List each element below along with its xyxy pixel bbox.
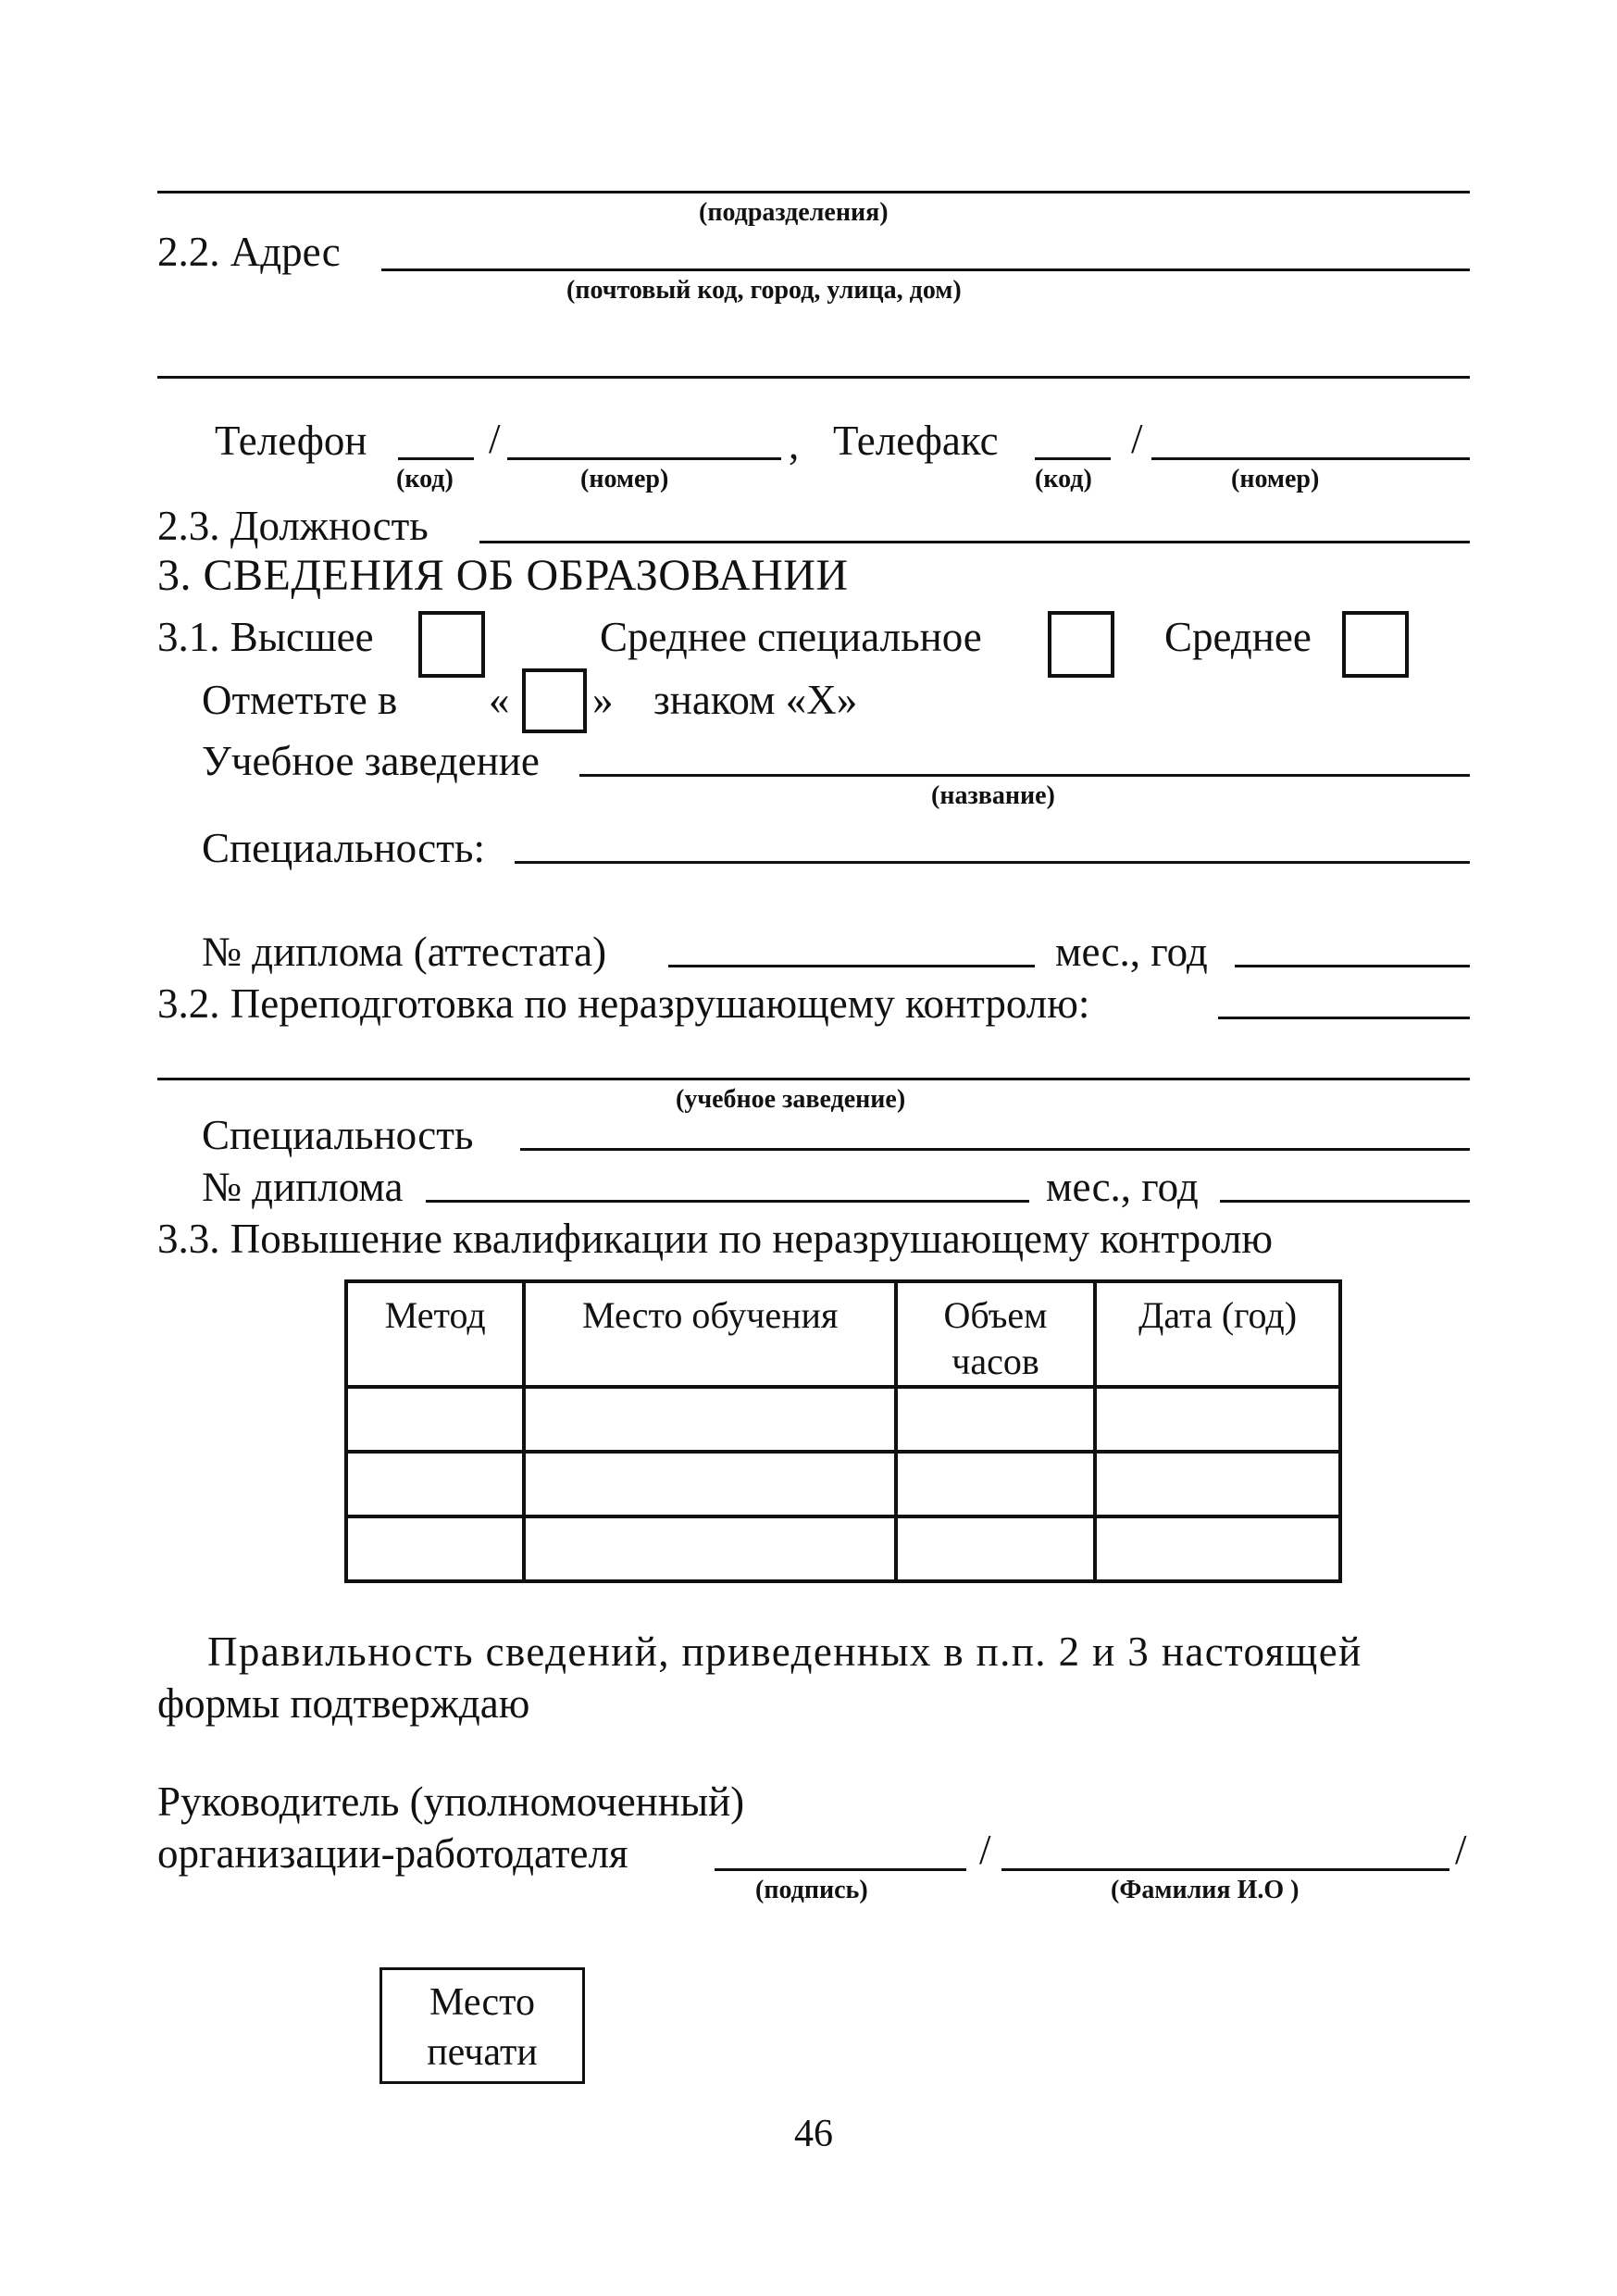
institution-line[interactable] [579,774,1470,777]
table-cell[interactable] [896,1516,1095,1581]
table-header-row [346,1281,1340,1387]
institution-label: Учебное заведение [202,738,540,784]
fax-slash: / [1131,416,1143,462]
stamp-box [379,1967,585,2084]
table-cell[interactable] [346,1452,524,1516]
retraining-diploma-line[interactable] [426,1200,1029,1203]
signature-end-slash: / [1455,1827,1467,1873]
secondary-label: Среднее [1164,614,1312,660]
retraining-month-year-line[interactable] [1220,1200,1470,1203]
table-header-method: Метод [346,1281,524,1387]
diploma-month-year-label: мес., год [1055,929,1208,975]
diploma-number-line[interactable] [668,965,1035,967]
position-label: 2.3. Должность [157,503,429,549]
fax-code-caption: (код) [1035,465,1092,493]
table-cell[interactable] [346,1387,524,1452]
qualification-table [344,1279,1342,1583]
table-row [346,1452,1340,1516]
subdivision-caption: (подразделения) [699,198,889,227]
diploma-month-year-line[interactable] [1235,965,1470,967]
page-number: 46 [794,2113,833,2155]
table-header-hours: Объем часов [896,1281,1095,1387]
table-header-date: Дата (год) [1095,1281,1340,1387]
position-line[interactable] [479,541,1470,543]
retraining-label: 3.2. Переподготовка по неразрушающему контролю: [157,980,1090,1027]
phone-code-caption: (код) [396,465,454,493]
full-name-field[interactable] [1001,1868,1449,1871]
fax-number-field[interactable] [1151,457,1470,460]
table-cell[interactable] [524,1387,895,1452]
table-cell[interactable] [346,1516,524,1581]
table-cell[interactable] [896,1452,1095,1516]
phone-comma: , [789,421,800,468]
phone-code-field[interactable] [398,457,474,460]
institution-name-caption: (название) [931,781,1055,810]
table-cell[interactable] [896,1387,1095,1452]
mark-open-quote: « [489,677,510,723]
phone-label: Телефон [215,418,367,464]
specialty-label: Специальность: [202,825,485,871]
table-header-place: Место обучения [524,1281,895,1387]
qualification-label: 3.3. Повышение квалификации по неразрушающему контролю [157,1216,1274,1262]
mark-instruction-a: Отметьте в [202,677,398,723]
confirmation-line-1: Правильность сведений, приведенных в п.п. 2 и 3 настоящей [207,1628,1362,1675]
phone-number-caption: (номер) [580,465,669,493]
table-cell[interactable] [524,1452,895,1516]
stamp-line-2: печати [427,2031,538,2074]
mark-close-quote: » [592,677,614,723]
fax-label: Телефакс [833,418,999,464]
retraining-institution-caption: (учебное заведение) [676,1085,906,1114]
fax-code-field[interactable] [1035,457,1111,460]
table-cell[interactable] [1095,1516,1340,1581]
confirmation-line-2: формы подтверждаю [157,1680,530,1727]
address-line[interactable] [381,268,1470,271]
signature-slash: / [979,1827,991,1873]
full-name-caption: (Фамилия И.О ) [1111,1876,1300,1904]
phone-number-field[interactable] [507,457,781,460]
education-heading: 3. СВЕДЕНИЯ ОБ ОБРАЗОВАНИИ [157,551,849,600]
secondary-checkbox[interactable] [1342,611,1409,678]
retraining-line[interactable] [1218,1017,1470,1019]
table-cell[interactable] [524,1516,895,1581]
address-caption: (почтовый код, город, улица, дом) [566,276,962,305]
higher-label: 3.1. Высшее [157,614,374,660]
signature-field[interactable] [715,1868,966,1871]
mark-instruction-b: знаком «Х» [653,677,858,723]
signature-line-1: Руководитель (уполномоченный) [157,1778,745,1825]
subdivision-line[interactable] [157,191,1470,193]
phone-slash: / [489,416,501,462]
signature-caption: (подпись) [755,1876,868,1904]
address-line-2[interactable] [157,376,1470,379]
retraining-month-year-label: мес., год [1046,1164,1199,1210]
signature-line-2: организации-работодателя [157,1830,628,1877]
address-label: 2.2. Адрес [157,229,341,275]
retraining-specialty-line[interactable] [520,1148,1470,1151]
retraining-institution-line[interactable] [157,1078,1470,1080]
higher-checkbox[interactable] [418,611,485,678]
secondary-special-checkbox[interactable] [1048,611,1114,678]
table-row [346,1516,1340,1581]
stamp-line-1: Место [429,1981,535,2024]
mark-example-box [522,668,587,733]
diploma-label: № диплома (аттестата) [202,929,607,975]
table-row [346,1387,1340,1452]
retraining-diploma-label: № диплома [202,1164,404,1210]
specialty-line[interactable] [515,861,1470,864]
table-cell[interactable] [1095,1452,1340,1516]
fax-number-caption: (номер) [1231,465,1320,493]
secondary-special-label: Среднее специальное [600,614,982,660]
retraining-specialty-label: Специальность [202,1112,474,1158]
table-cell[interactable] [1095,1387,1340,1452]
